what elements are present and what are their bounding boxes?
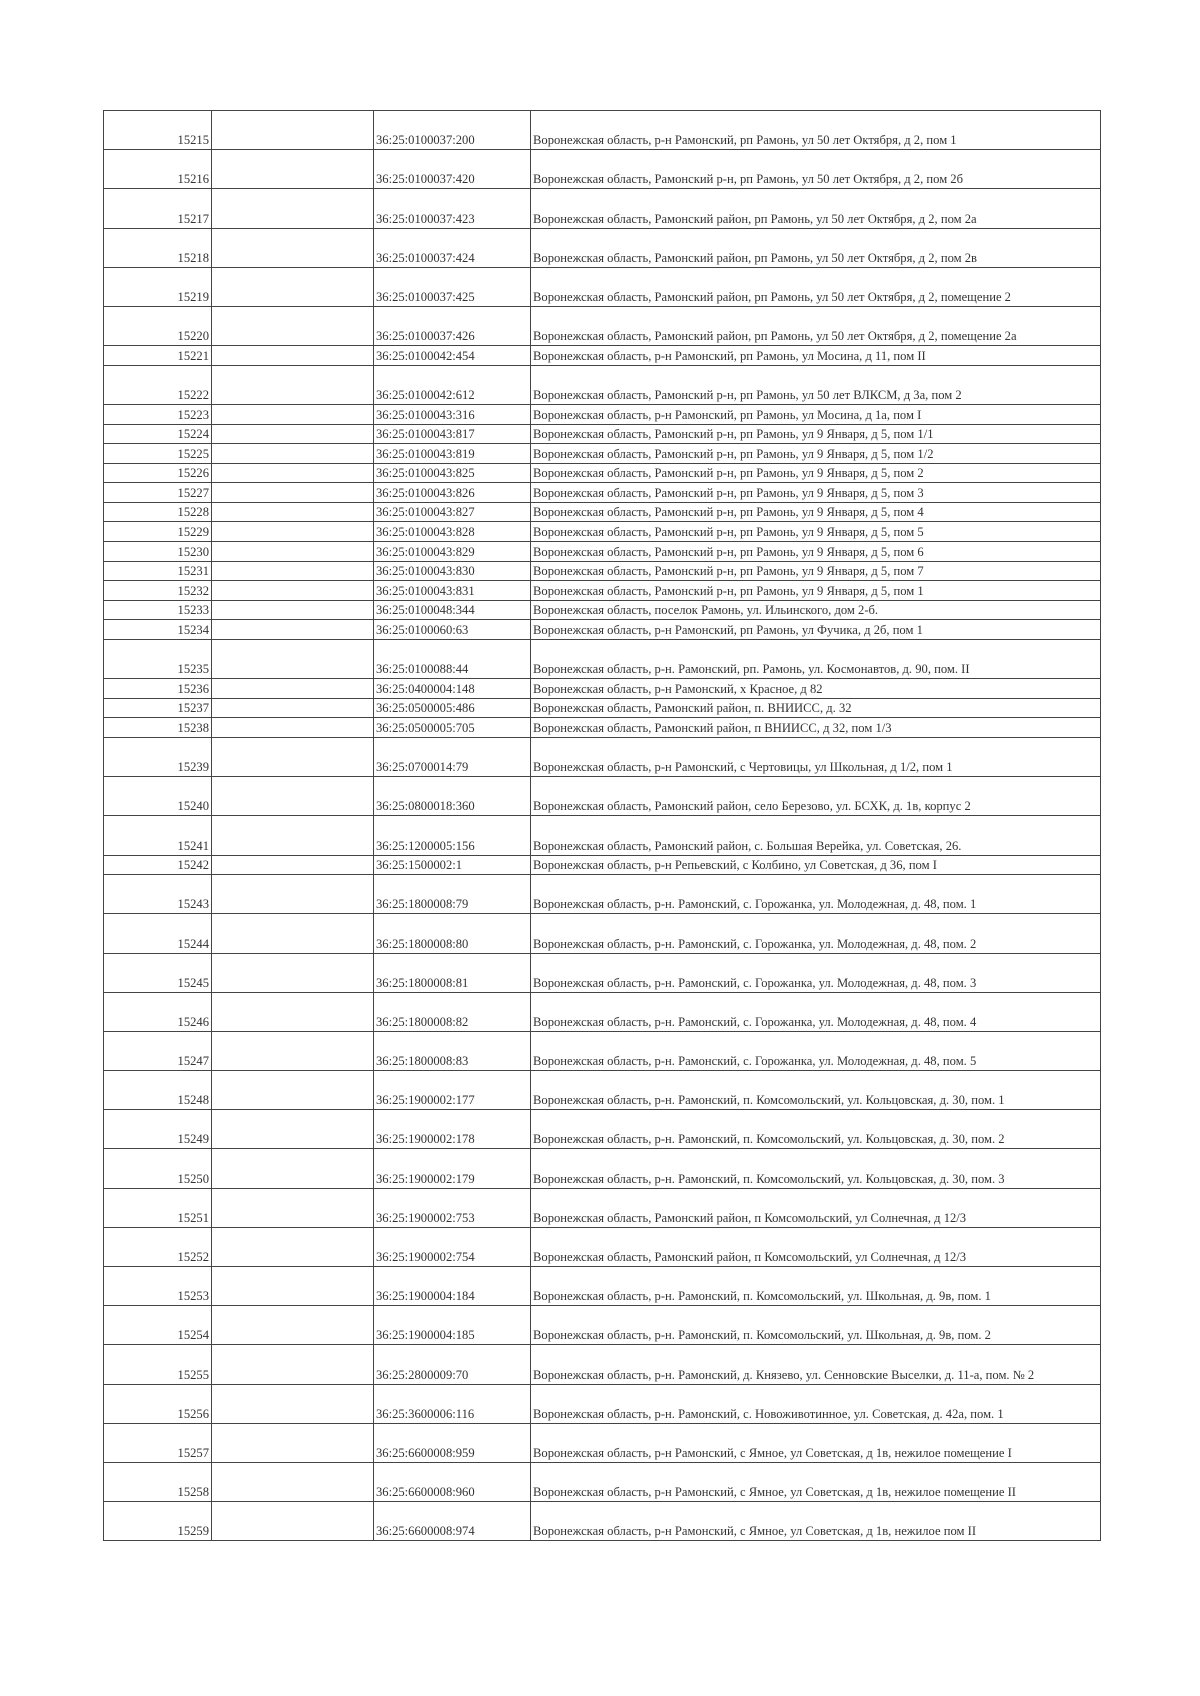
cadastral-number: 36:25:1500002:1 (374, 855, 531, 875)
table-row (104, 365, 1101, 404)
empty-cell (212, 483, 374, 503)
cadastral-number: 36:25:1800008:80 (374, 914, 531, 953)
cadastral-number: 36:25:0100042:454 (374, 346, 531, 366)
empty-cell (212, 1188, 374, 1227)
address: Воронежская область, р-н Рамонский, рп Рамонь, ул 50 лет Октября, д 2, пом 1 (531, 111, 1101, 150)
address: Воронежская область, Рамонский р-н, рп Рамонь, ул 9 Января, д 5, пом 1/2 (531, 444, 1101, 464)
cadastral-number: 36:25:0100088:44 (374, 640, 531, 679)
address: Воронежская область, Рамонский район, рп Рамонь, ул 50 лет Октября, д 2, пом 2а (531, 189, 1101, 228)
address: Воронежская область, Рамонский район, п ВНИИСС, д 32, пом 1/3 (531, 718, 1101, 738)
empty-cell (212, 1462, 374, 1501)
address: Воронежская область, Рамонский р-н, рп Рамонь, ул 9 Января, д 5, пом 2 (531, 463, 1101, 483)
address: Воронежская область, р-н Рамонский, с Ямное, ул Советская, д 1в, нежилое помещение I (531, 1423, 1101, 1462)
empty-cell (212, 679, 374, 699)
table-row (104, 542, 1101, 562)
cadastral-number: 36:25:0100037:426 (374, 306, 531, 345)
address: Воронежская область, Рамонский р-н, рп Рамонь, ул 9 Января, д 5, пом 4 (531, 502, 1101, 522)
cadastral-number: 36:25:0400004:148 (374, 679, 531, 699)
row-number: 15248 (104, 1071, 212, 1110)
row-number: 15241 (104, 816, 212, 855)
table-row (104, 1110, 1101, 1149)
address: Воронежская область, р-н Рамонский, с Ямное, ул Советская, д 1в, нежилое пом II (531, 1502, 1101, 1541)
table-row (104, 404, 1101, 424)
row-number: 15251 (104, 1188, 212, 1227)
table-row (104, 561, 1101, 581)
table-row (104, 1267, 1101, 1306)
row-number: 15238 (104, 718, 212, 738)
cadastral-number: 36:25:0100043:825 (374, 463, 531, 483)
registry-body (104, 111, 1101, 1541)
table-row (104, 640, 1101, 679)
row-number: 15234 (104, 620, 212, 640)
row-number: 15254 (104, 1306, 212, 1345)
cadastral-number: 36:25:0100043:829 (374, 542, 531, 562)
row-number: 15247 (104, 1031, 212, 1070)
row-number: 15256 (104, 1384, 212, 1423)
row-number: 15233 (104, 600, 212, 620)
empty-cell (212, 698, 374, 718)
row-number: 15245 (104, 953, 212, 992)
table-row (104, 1188, 1101, 1227)
table-row (104, 816, 1101, 855)
row-number: 15235 (104, 640, 212, 679)
empty-cell (212, 522, 374, 542)
empty-cell (212, 561, 374, 581)
address: Воронежская область, Рамонский район, п. ВНИИСС, д. 32 (531, 698, 1101, 718)
address: Воронежская область, Рамонский район, рп Рамонь, ул 50 лет Октября, д 2, помещение 2а (531, 306, 1101, 345)
cadastral-number: 36:25:0100037:200 (374, 111, 531, 150)
cadastral-number: 36:25:0100043:826 (374, 483, 531, 503)
table-row (104, 522, 1101, 542)
address: Воронежская область, р-н. Рамонский, с. Горожанка, ул. Молодежная, д. 48, пом. 4 (531, 992, 1101, 1031)
cadastral-number: 36:25:0500005:486 (374, 698, 531, 718)
row-number: 15225 (104, 444, 212, 464)
cadastral-number: 36:25:0100037:424 (374, 228, 531, 267)
empty-cell (212, 404, 374, 424)
empty-cell (212, 1423, 374, 1462)
address: Воронежская область, р-н. Рамонский, с. Горожанка, ул. Молодежная, д. 48, пом. 1 (531, 875, 1101, 914)
row-number: 15252 (104, 1227, 212, 1266)
cadastral-number: 36:25:6600008:959 (374, 1423, 531, 1462)
cadastral-number: 36:25:0500005:705 (374, 718, 531, 738)
empty-cell (212, 855, 374, 875)
empty-cell (212, 953, 374, 992)
empty-cell (212, 1384, 374, 1423)
empty-cell (212, 346, 374, 366)
table-row (104, 1462, 1101, 1501)
row-number: 15231 (104, 561, 212, 581)
table-row (104, 150, 1101, 189)
empty-cell (212, 816, 374, 855)
empty-cell (212, 424, 374, 444)
empty-cell (212, 150, 374, 189)
address: Воронежская область, р-н. Рамонский, п. Комсомольский, ул. Кольцовская, д. 30, пом. 1 (531, 1071, 1101, 1110)
cadastral-number: 36:25:1900004:185 (374, 1306, 531, 1345)
table-row (104, 1306, 1101, 1345)
empty-cell (212, 502, 374, 522)
address: Воронежская область, Рамонский р-н, рп Рамонь, ул 9 Января, д 5, пом 1/1 (531, 424, 1101, 444)
table-row (104, 1227, 1101, 1266)
row-number: 15232 (104, 581, 212, 601)
address: Воронежская область, Рамонский район, рп Рамонь, ул 50 лет Октября, д 2, помещение 2 (531, 267, 1101, 306)
table-row (104, 267, 1101, 306)
address: Воронежская область, р-н. Рамонский, п. Комсомольский, ул. Кольцовская, д. 30, пом. 3 (531, 1149, 1101, 1188)
row-number: 15215 (104, 111, 212, 150)
empty-cell (212, 1227, 374, 1266)
cadastral-number: 36:25:0100048:344 (374, 600, 531, 620)
row-number: 15239 (104, 738, 212, 777)
cadastral-number: 36:25:2800009:70 (374, 1345, 531, 1384)
row-number: 15220 (104, 306, 212, 345)
table-row (104, 463, 1101, 483)
empty-cell (212, 1149, 374, 1188)
cadastral-number: 36:25:0100043:827 (374, 502, 531, 522)
row-number: 15230 (104, 542, 212, 562)
empty-cell (212, 1306, 374, 1345)
cadastral-number: 36:25:6600008:974 (374, 1502, 531, 1541)
cadastral-number: 36:25:1800008:81 (374, 953, 531, 992)
row-number: 15246 (104, 992, 212, 1031)
cadastral-number: 36:25:3600006:116 (374, 1384, 531, 1423)
cadastral-number: 36:25:0100037:420 (374, 150, 531, 189)
cadastral-number: 36:25:0100060:63 (374, 620, 531, 640)
table-row (104, 228, 1101, 267)
cadastral-number: 36:25:0100037:425 (374, 267, 531, 306)
address: Воронежская область, р-н. Рамонский, с. Горожанка, ул. Молодежная, д. 48, пом. 3 (531, 953, 1101, 992)
empty-cell (212, 875, 374, 914)
address: Воронежская область, р-н Рамонский, с Чертовицы, ул Школьная, д 1/2, пом 1 (531, 738, 1101, 777)
address: Воронежская область, р-н. Рамонский, рп. Рамонь, ул. Космонавтов, д. 90, пом. II (531, 640, 1101, 679)
address: Воронежская область, р-н Рамонский, с Ямное, ул Советская, д 1в, нежилое помещение II (531, 1462, 1101, 1501)
table-row (104, 346, 1101, 366)
address: Воронежская область, р-н. Рамонский, с. Горожанка, ул. Молодежная, д. 48, пом. 5 (531, 1031, 1101, 1070)
cadastral-number: 36:25:6600008:960 (374, 1462, 531, 1501)
address: Воронежская область, поселок Рамонь, ул. Ильинского, дом 2-б. (531, 600, 1101, 620)
table-row (104, 306, 1101, 345)
address: Воронежская область, Рамонский район, с. Большая Верейка, ул. Советская, 26. (531, 816, 1101, 855)
table-row (104, 855, 1101, 875)
table-row (104, 1384, 1101, 1423)
property-registry-table (103, 110, 1101, 1541)
cadastral-number: 36:25:1800008:79 (374, 875, 531, 914)
table-row (104, 424, 1101, 444)
row-number: 15243 (104, 875, 212, 914)
table-row (104, 1071, 1101, 1110)
empty-cell (212, 777, 374, 816)
empty-cell (212, 992, 374, 1031)
row-number: 15237 (104, 698, 212, 718)
empty-cell (212, 306, 374, 345)
cadastral-number: 36:25:0100043:316 (374, 404, 531, 424)
row-number: 15255 (104, 1345, 212, 1384)
row-number: 15258 (104, 1462, 212, 1501)
cadastral-number: 36:25:0100043:831 (374, 581, 531, 601)
empty-cell (212, 189, 374, 228)
empty-cell (212, 111, 374, 150)
address: Воронежская область, р-н. Рамонский, п. Комсомольский, ул. Школьная, д. 9в, пом. 2 (531, 1306, 1101, 1345)
row-number: 15240 (104, 777, 212, 816)
document-page (103, 110, 1100, 1541)
table-row (104, 738, 1101, 777)
table-row (104, 914, 1101, 953)
row-number: 15226 (104, 463, 212, 483)
empty-cell (212, 620, 374, 640)
address: Воронежская область, Рамонский р-н, рп Рамонь, ул 9 Января, д 5, пом 7 (531, 561, 1101, 581)
address: Воронежская область, Рамонский район, п Комсомольский, ул Солнечная, д 12/3 (531, 1227, 1101, 1266)
address: Воронежская область, р-н. Рамонский, с. Новоживотинное, ул. Советская, д. 42а, пом. 1 (531, 1384, 1101, 1423)
address: Воронежская область, Рамонский район, рп Рамонь, ул 50 лет Октября, д 2, пом 2в (531, 228, 1101, 267)
table-row (104, 1345, 1101, 1384)
address: Воронежская область, р-н Рамонский, рп Рамонь, ул Мосина, д 11, пом II (531, 346, 1101, 366)
row-number: 15219 (104, 267, 212, 306)
empty-cell (212, 738, 374, 777)
table-row (104, 777, 1101, 816)
table-row (104, 111, 1101, 150)
table-row (104, 679, 1101, 699)
empty-cell (212, 640, 374, 679)
cadastral-number: 36:25:1900002:178 (374, 1110, 531, 1149)
empty-cell (212, 1345, 374, 1384)
address: Воронежская область, Рамонский район, село Березово, ул. БСХК, д. 1в, корпус 2 (531, 777, 1101, 816)
row-number: 15244 (104, 914, 212, 953)
table-row (104, 698, 1101, 718)
row-number: 15222 (104, 365, 212, 404)
empty-cell (212, 1071, 374, 1110)
table-row (104, 581, 1101, 601)
row-number: 15221 (104, 346, 212, 366)
empty-cell (212, 600, 374, 620)
table-row (104, 189, 1101, 228)
table-row (104, 620, 1101, 640)
empty-cell (212, 718, 374, 738)
empty-cell (212, 1031, 374, 1070)
address: Воронежская область, Рамонский р-н, рп Рамонь, ул 9 Января, д 5, пом 6 (531, 542, 1101, 562)
cadastral-number: 36:25:1800008:83 (374, 1031, 531, 1070)
row-number: 15228 (104, 502, 212, 522)
table-row (104, 1149, 1101, 1188)
empty-cell (212, 444, 374, 464)
table-row (104, 444, 1101, 464)
row-number: 15227 (104, 483, 212, 503)
cadastral-number: 36:25:0100042:612 (374, 365, 531, 404)
cadastral-number: 36:25:1900002:754 (374, 1227, 531, 1266)
address: Воронежская область, р-н Рамонский, рп Рамонь, ул Мосина, д 1а, пом I (531, 404, 1101, 424)
table-row (104, 502, 1101, 522)
table-row (104, 1502, 1101, 1541)
cadastral-number: 36:25:0100043:830 (374, 561, 531, 581)
address: Воронежская область, Рамонский р-н, рп Рамонь, ул 9 Января, д 5, пом 1 (531, 581, 1101, 601)
cadastral-number: 36:25:0100043:817 (374, 424, 531, 444)
row-number: 15259 (104, 1502, 212, 1541)
row-number: 15229 (104, 522, 212, 542)
cadastral-number: 36:25:1900002:753 (374, 1188, 531, 1227)
row-number: 15217 (104, 189, 212, 228)
address: Воронежская область, р-н. Рамонский, п. Комсомольский, ул. Школьная, д. 9в, пом. 1 (531, 1267, 1101, 1306)
table-row (104, 953, 1101, 992)
empty-cell (212, 542, 374, 562)
address: Воронежская область, р-н. Рамонский, д. Князево, ул. Сенновские Выселки, д. 11-а, пом. № 2 (531, 1345, 1101, 1384)
address: Воронежская область, Рамонский р-н, рп Рамонь, ул 9 Января, д 5, пом 3 (531, 483, 1101, 503)
cadastral-number: 36:25:1800008:82 (374, 992, 531, 1031)
empty-cell (212, 267, 374, 306)
row-number: 15253 (104, 1267, 212, 1306)
cadastral-number: 36:25:0700014:79 (374, 738, 531, 777)
address: Воронежская область, р-н. Рамонский, п. Комсомольский, ул. Кольцовская, д. 30, пом. 2 (531, 1110, 1101, 1149)
empty-cell (212, 228, 374, 267)
table-row (104, 1423, 1101, 1462)
cadastral-number: 36:25:1900004:184 (374, 1267, 531, 1306)
row-number: 15224 (104, 424, 212, 444)
cadastral-number: 36:25:1200005:156 (374, 816, 531, 855)
cadastral-number: 36:25:1900002:179 (374, 1149, 531, 1188)
table-row (104, 1031, 1101, 1070)
table-row (104, 992, 1101, 1031)
address: Воронежская область, Рамонский р-н, рп Рамонь, ул 50 лет Октября, д 2, пом 2б (531, 150, 1101, 189)
row-number: 15242 (104, 855, 212, 875)
row-number: 15223 (104, 404, 212, 424)
row-number: 15216 (104, 150, 212, 189)
empty-cell (212, 1110, 374, 1149)
table-row (104, 875, 1101, 914)
cadastral-number: 36:25:0100037:423 (374, 189, 531, 228)
cadastral-number: 36:25:0800018:360 (374, 777, 531, 816)
address: Воронежская область, р-н Рамонский, рп Рамонь, ул Фучика, д 2б, пом 1 (531, 620, 1101, 640)
empty-cell (212, 1502, 374, 1541)
row-number: 15236 (104, 679, 212, 699)
address: Воронежская область, Рамонский район, п Комсомольский, ул Солнечная, д 12/3 (531, 1188, 1101, 1227)
row-number: 15257 (104, 1423, 212, 1462)
address: Воронежская область, р-н. Рамонский, с. Горожанка, ул. Молодежная, д. 48, пом. 2 (531, 914, 1101, 953)
table-row (104, 600, 1101, 620)
table-row (104, 483, 1101, 503)
empty-cell (212, 914, 374, 953)
address: Воронежская область, р-н Репьевский, с Колбино, ул Советская, д 36, пом I (531, 855, 1101, 875)
empty-cell (212, 463, 374, 483)
address: Воронежская область, р-н Рамонский, х Красное, д 82 (531, 679, 1101, 699)
cadastral-number: 36:25:0100043:828 (374, 522, 531, 542)
row-number: 15218 (104, 228, 212, 267)
address: Воронежская область, Рамонский р-н, рп Рамонь, ул 9 Января, д 5, пом 5 (531, 522, 1101, 542)
empty-cell (212, 581, 374, 601)
empty-cell (212, 365, 374, 404)
row-number: 15249 (104, 1110, 212, 1149)
cadastral-number: 36:25:1900002:177 (374, 1071, 531, 1110)
row-number: 15250 (104, 1149, 212, 1188)
empty-cell (212, 1267, 374, 1306)
table-row (104, 718, 1101, 738)
cadastral-number: 36:25:0100043:819 (374, 444, 531, 464)
address: Воронежская область, Рамонский р-н, рп Рамонь, ул 50 лет ВЛКСМ, д 3а, пом 2 (531, 365, 1101, 404)
